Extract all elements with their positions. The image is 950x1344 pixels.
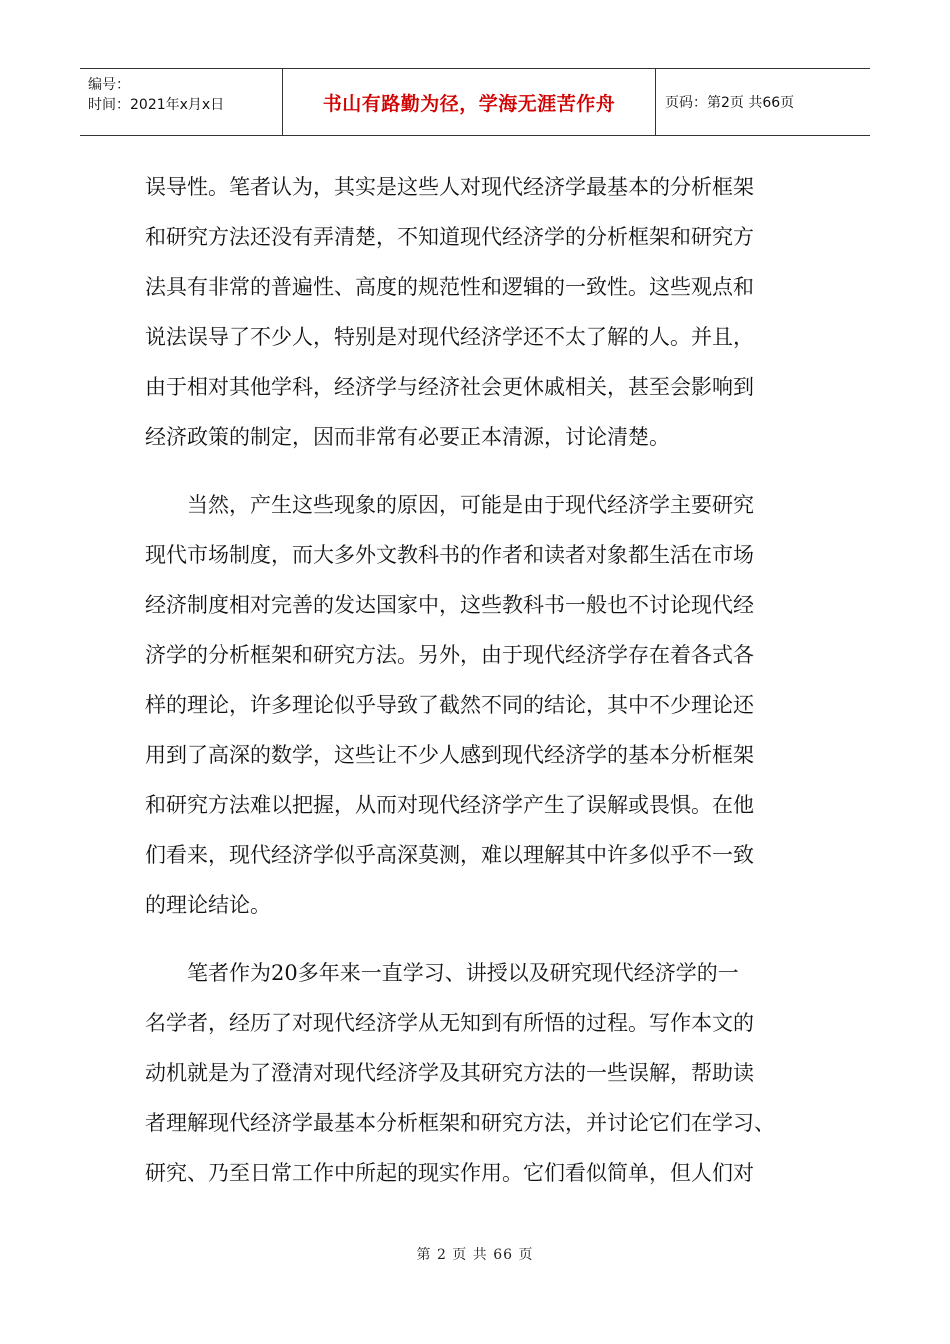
serial-number-label: 编号： xyxy=(88,77,130,93)
paragraph-1 xyxy=(145,162,809,462)
document-body xyxy=(145,162,809,1216)
page-info: 页码：第2页 共66页 xyxy=(665,95,795,111)
text-line: 由于相对其他学科，经济学与经济社会更休戚相关，甚至会影响到 xyxy=(145,375,754,399)
text-line: 当然，产生这些现象的原因，可能是由于现代经济学主要研究 xyxy=(145,493,754,517)
footer-page-number: 第 2 页 共 66 页 xyxy=(416,1247,534,1263)
text-line: 误导性。笔者认为，其实是这些人对现代经济学最基本的分析框架 xyxy=(145,175,754,199)
text-line: 笔者作为20多年来一直学习、讲授以及研究现代经济学的一 xyxy=(145,961,739,985)
motto-text: 书山有路勤为径，学海无涯苦作舟 xyxy=(322,92,616,115)
text-line: 说法误导了不少人，特别是对现代经济学还不太了解的人。并且， xyxy=(145,325,754,349)
text-line: 经济政策的制定，因而非常有必要正本清源，讨论清楚。 xyxy=(145,425,670,449)
date-label: 时间：2021年x月x日 xyxy=(88,97,225,113)
text-line: 和研究方法难以把握，从而对现代经济学产生了误解或畏惧。在他 xyxy=(145,793,754,817)
text-line: 者理解现代经济学最基本分析框架和研究方法，并讨论它们在学习、 xyxy=(145,1111,775,1135)
text-line: 济学的分析框架和研究方法。另外，由于现代经济学存在着各式各 xyxy=(145,643,754,667)
text-line: 和研究方法还没有弄清楚，不知道现代经济学的分析框架和研究方 xyxy=(145,225,754,249)
paragraph-2 xyxy=(145,480,809,930)
page-footer xyxy=(0,1244,950,1264)
page-header xyxy=(80,68,870,136)
text-line: 名学者，经历了对现代经济学从无知到有所悟的过程。写作本文的 xyxy=(145,1011,754,1035)
text-line: 现代市场制度，而大多外文教科书的作者和读者对象都生活在市场 xyxy=(145,543,754,567)
text-line: 们看来，现代经济学似乎高深莫测，难以理解其中许多似乎不一致 xyxy=(145,843,754,867)
header-motto-cell xyxy=(283,69,656,135)
paragraph-3 xyxy=(145,948,809,1198)
text-line: 经济制度相对完善的发达国家中，这些教科书一般也不讨论现代经 xyxy=(145,593,754,617)
text-line: 动机就是为了澄清对现代经济学及其研究方法的一些误解，帮助读 xyxy=(145,1061,754,1085)
text-line: 用到了高深的数学，这些让不少人感到现代经济学的基本分析框架 xyxy=(145,743,754,767)
text-line: 法具有非常的普遍性、高度的规范性和逻辑的一致性。这些观点和 xyxy=(145,275,754,299)
text-line: 样的理论，许多理论似乎导致了截然不同的结论，其中不少理论还 xyxy=(145,693,754,717)
header-meta-cell xyxy=(80,69,283,135)
header-page-cell xyxy=(656,69,870,135)
text-line: 的理论结论。 xyxy=(145,893,271,917)
text-line: 研究、乃至日常工作中所起的现实作用。它们看似简单，但人们对 xyxy=(145,1161,754,1185)
